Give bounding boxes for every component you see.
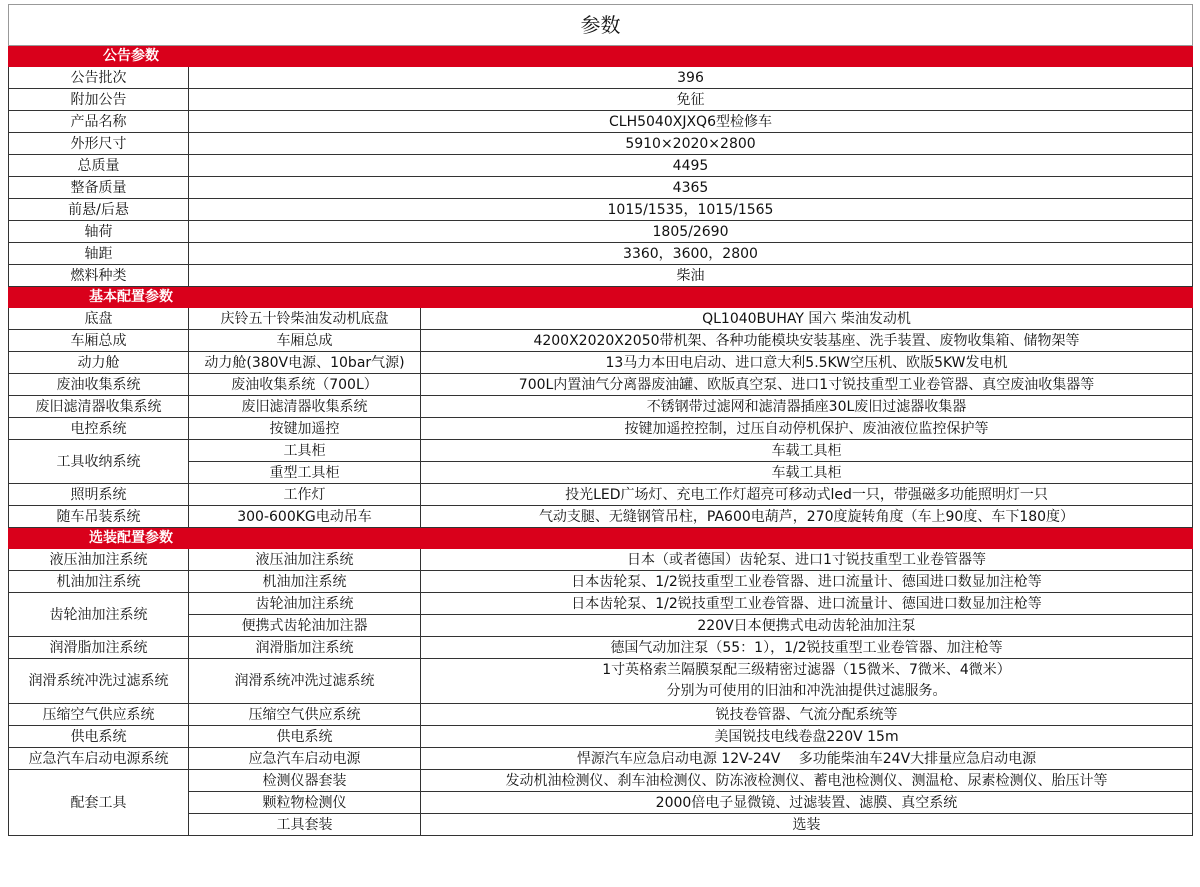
row-description: 车载工具柜: [421, 440, 1193, 462]
table-row: [9, 484, 1193, 506]
row-description: 日本齿轮泵、1/2锐技重型工业卷管器、进口流量计、德国进口数显加注枪等: [421, 571, 1193, 593]
row-item: 便携式齿轮油加注器: [189, 615, 421, 637]
row-description: 发动机油检测仪、刹车油检测仪、防冻液检测仪、蓄电池检测仪、测温枪、尿素检测仪、胎压计等: [421, 770, 1193, 792]
row-description: [421, 659, 1193, 704]
row-item: 重型工具柜: [189, 462, 421, 484]
row-item: 齿轮油加注系统: [189, 593, 421, 615]
row-description: 13马力本田电启动、进口意大利5.5KW空压机、欧版5KW发电机: [421, 352, 1193, 374]
row-value: 4365: [189, 177, 1193, 199]
row-item: 庆铃五十铃柴油发动机底盘: [189, 308, 421, 330]
sheet-title: 参数: [9, 5, 1193, 46]
row-value: 3360，3600，2800: [189, 243, 1193, 265]
section-title: 公告参数: [103, 48, 159, 64]
row-description: 日本（或者德国）齿轮泵、进口1寸锐技重型工业卷管器等: [421, 549, 1193, 571]
row-description: 4200X2020X2050带机架、各种功能模块安装基座、洗手装置、废物收集箱、储物架等: [421, 330, 1193, 352]
row-item: 检测仪器套装: [189, 770, 421, 792]
row-description: 选装: [421, 814, 1193, 836]
row-category: 车厢总成: [9, 330, 189, 352]
row-label: 前悬/后悬: [9, 199, 189, 221]
row-label: 燃料种类: [9, 265, 189, 287]
row-category: 液压油加注系统: [9, 549, 189, 571]
row-description: 220V日本便携式电动齿轮油加注泵: [421, 615, 1193, 637]
table-row: [9, 374, 1193, 396]
table-row: [9, 440, 1193, 462]
row-label: 总质量: [9, 155, 189, 177]
row-item: 润滑脂加注系统: [189, 637, 421, 659]
row-description: 2000倍电子显微镜、过滤装置、滤膜、真空系统: [421, 792, 1193, 814]
row-description: 不锈钢带过滤网和滤清器插座30L废旧过滤器收集器: [421, 396, 1193, 418]
row-item: 废油收集系统（700L）: [189, 374, 421, 396]
row-item: 300-600KG电动吊车: [189, 506, 421, 528]
row-category: 压缩空气供应系统: [9, 704, 189, 726]
row-category: 润滑系统冲洗过滤系统: [9, 659, 189, 704]
section-title: 选装配置参数: [89, 530, 173, 546]
spec-table: [8, 4, 1193, 836]
table-row: [9, 221, 1193, 243]
table-row: [9, 593, 1193, 615]
table-row: [9, 330, 1193, 352]
row-value: 396: [189, 67, 1193, 89]
row-item: 机油加注系统: [189, 571, 421, 593]
row-category: 润滑脂加注系统: [9, 637, 189, 659]
section-header-basic: [9, 287, 1193, 308]
row-label: 公告批次: [9, 67, 189, 89]
spec-sheet: [8, 4, 1192, 836]
table-row: [9, 637, 1193, 659]
row-category: 齿轮油加注系统: [9, 593, 189, 637]
row-category: 电控系统: [9, 418, 189, 440]
row-item: 车厢总成: [189, 330, 421, 352]
row-item: 应急汽车启动电源: [189, 748, 421, 770]
table-row: [9, 418, 1193, 440]
table-row: [9, 549, 1193, 571]
row-item: 供电系统: [189, 726, 421, 748]
row-label: 附加公告: [9, 89, 189, 111]
row-item: 按键加遥控: [189, 418, 421, 440]
row-description: 按键加遥控控制，过压自动停机保护、废油液位监控保护等: [421, 418, 1193, 440]
table-row: [9, 659, 1193, 704]
table-row: [9, 89, 1193, 111]
row-item: 工作灯: [189, 484, 421, 506]
row-label: 轴荷: [9, 221, 189, 243]
section-header-announcement: [9, 46, 1193, 67]
row-category: 照明系统: [9, 484, 189, 506]
row-category: 随车吊装系统: [9, 506, 189, 528]
row-description: 700L内置油气分离器废油罐、欧版真空泵、进口1寸锐技重型工业卷管器、真空废油收集器等: [421, 374, 1193, 396]
row-label: 整备质量: [9, 177, 189, 199]
table-row: [9, 396, 1193, 418]
row-item: 压缩空气供应系统: [189, 704, 421, 726]
table-row: [9, 265, 1193, 287]
row-description: 气动支腿、无缝钢管吊柱，PA600电葫芦，270度旋转角度（车上90度、车下180度）: [421, 506, 1193, 528]
row-item: 液压油加注系统: [189, 549, 421, 571]
row-item: 颗粒物检测仪: [189, 792, 421, 814]
row-item: 动力舱(380V电源、10bar气源): [189, 352, 421, 374]
row-description: QL1040BUHAY 国六 柴油发动机: [421, 308, 1193, 330]
row-item: 工具柜: [189, 440, 421, 462]
row-description: 投光LED广场灯、充电工作灯超亮可移动式led一只，带强磁多功能照明灯一只: [421, 484, 1193, 506]
row-label: 产品名称: [9, 111, 189, 133]
row-description: 锐技卷管器、气流分配系统等: [421, 704, 1193, 726]
table-row: [9, 111, 1193, 133]
row-item: 润滑系统冲洗过滤系统: [189, 659, 421, 704]
row-category: 动力舱: [9, 352, 189, 374]
row-item: 废旧滤清器收集系统: [189, 396, 421, 418]
row-description: 日本齿轮泵、1/2锐技重型工业卷管器、进口流量计、德国进口数显加注枪等: [421, 593, 1193, 615]
row-value: 4495: [189, 155, 1193, 177]
table-row: [9, 133, 1193, 155]
row-category: 废旧滤清器收集系统: [9, 396, 189, 418]
row-category: 应急汽车启动电源系统: [9, 748, 189, 770]
table-row: [9, 308, 1193, 330]
row-label: 轴距: [9, 243, 189, 265]
row-description: 德国气动加注泵（55：1），1/2锐技重型工业卷管器、加注枪等: [421, 637, 1193, 659]
row-value: 柴油: [189, 265, 1193, 287]
table-row: [9, 726, 1193, 748]
row-category: 底盘: [9, 308, 189, 330]
row-category: 供电系统: [9, 726, 189, 748]
table-row: [9, 243, 1193, 265]
row-description-line: 分别为可使用的旧油和冲洗油提供过滤服务。: [666, 683, 947, 699]
table-row: [9, 155, 1193, 177]
table-row: [9, 506, 1193, 528]
row-description-line: 1寸英格索兰隔膜泵配三级精密过滤器（15微米、7微米、4微米）: [602, 662, 1011, 678]
table-row: [9, 352, 1193, 374]
row-description: 车载工具柜: [421, 462, 1193, 484]
row-value: 5910×2020×2800: [189, 133, 1193, 155]
table-row: [9, 199, 1193, 221]
table-row: [9, 770, 1193, 792]
row-value: 1015/1535，1015/1565: [189, 199, 1193, 221]
row-category: 配套工具: [9, 770, 189, 836]
section-title: 基本配置参数: [89, 289, 173, 305]
table-row: [9, 177, 1193, 199]
row-category: 废油收集系统: [9, 374, 189, 396]
row-description: 悍源汽车应急启动电源 12V-24V 多功能柴油车24V大排量应急启动电源: [421, 748, 1193, 770]
table-row: [9, 571, 1193, 593]
table-row: [9, 748, 1193, 770]
row-value: 1805/2690: [189, 221, 1193, 243]
row-category: 工具收纳系统: [9, 440, 189, 484]
row-value: 免征: [189, 89, 1193, 111]
section-header-optional: [9, 528, 1193, 549]
row-category: 机油加注系统: [9, 571, 189, 593]
row-description: 美国锐技电线卷盘220V 15m: [421, 726, 1193, 748]
row-item: 工具套装: [189, 814, 421, 836]
table-row: [9, 67, 1193, 89]
row-value: CLH5040XJXQ6型检修车: [189, 111, 1193, 133]
table-row: [9, 704, 1193, 726]
row-label: 外形尺寸: [9, 133, 189, 155]
